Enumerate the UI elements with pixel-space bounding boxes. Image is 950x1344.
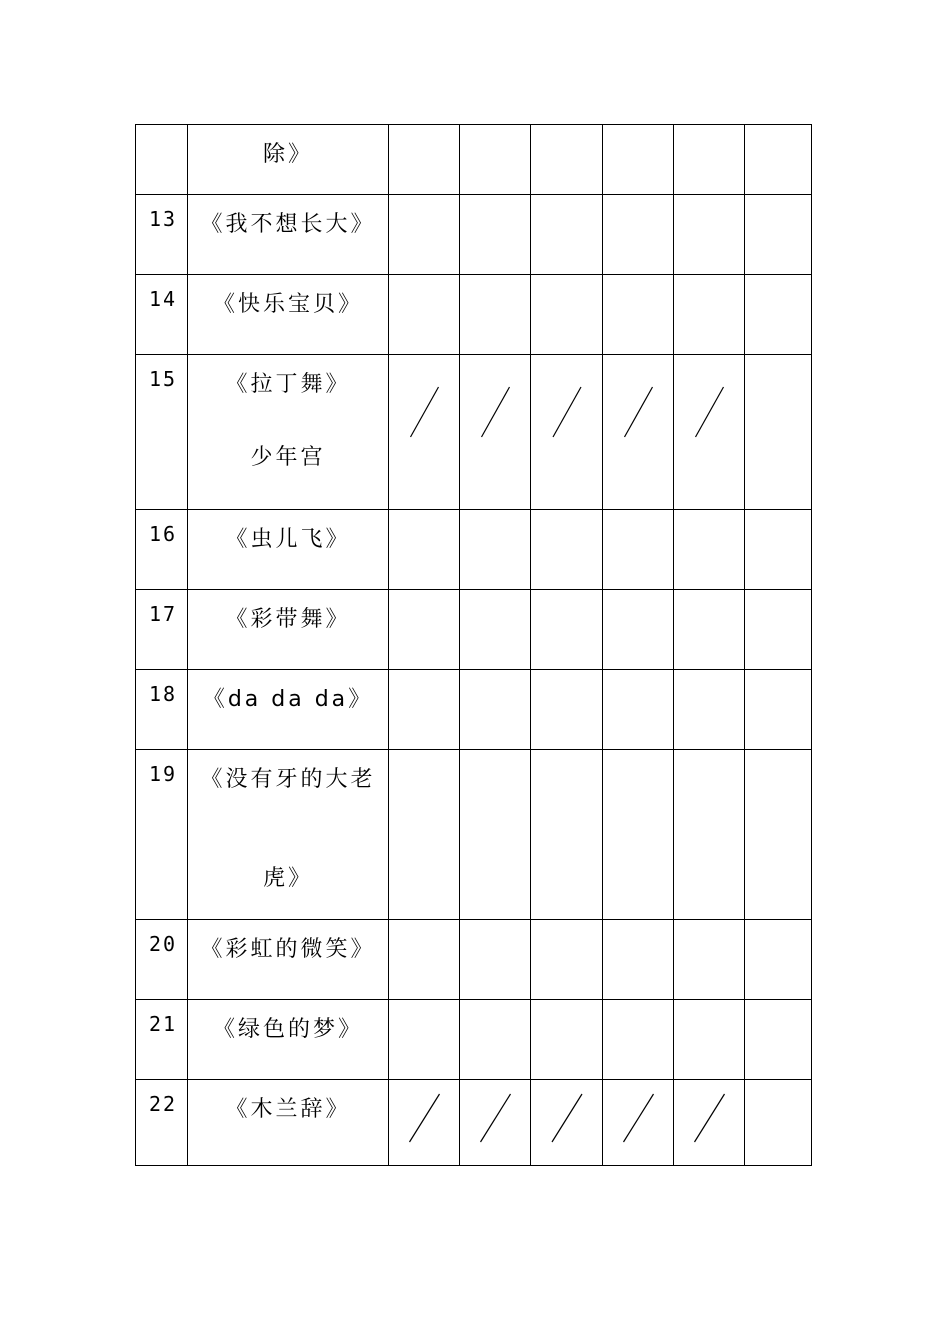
empty-cell — [389, 510, 460, 590]
program-title: 《木兰辞》 — [225, 1097, 351, 1122]
table-row — [136, 275, 812, 355]
empty-cell — [389, 920, 460, 1000]
slash-line — [411, 387, 439, 437]
empty-cell — [460, 670, 531, 750]
program-title: 《快乐宝贝》 — [212, 292, 363, 317]
empty-cell — [460, 920, 531, 1000]
empty-cell — [389, 195, 460, 275]
slash-mark — [674, 1080, 745, 1166]
table-row — [136, 590, 812, 670]
table-row — [136, 510, 812, 590]
program-table — [135, 124, 812, 1166]
row-number: 15 — [136, 355, 188, 510]
empty-cell — [531, 670, 603, 750]
empty-cell — [745, 1000, 812, 1080]
empty-cell — [531, 510, 603, 590]
slash-mark-cell — [531, 1080, 603, 1166]
empty-cell — [460, 510, 531, 590]
empty-cell — [674, 1000, 745, 1080]
empty-cell — [389, 125, 460, 195]
slash-mark-cell — [531, 355, 603, 510]
empty-cell — [674, 750, 745, 920]
slash-mark — [603, 1080, 674, 1166]
empty-cell — [603, 670, 674, 750]
empty-cell — [389, 275, 460, 355]
slash-mark-cell — [603, 1080, 674, 1166]
slash-mark-cell — [603, 355, 674, 510]
table-row — [136, 1080, 812, 1166]
slash-line — [553, 387, 581, 437]
slash-line — [696, 387, 724, 437]
empty-cell — [745, 750, 812, 920]
slash-mark — [389, 1080, 460, 1166]
empty-cell — [745, 670, 812, 750]
program-title-cell — [188, 275, 389, 355]
row-number — [136, 125, 188, 195]
slash-mark — [389, 355, 460, 510]
empty-cell — [674, 195, 745, 275]
empty-cell — [531, 920, 603, 1000]
slash-mark-cell — [389, 1080, 460, 1166]
slash-line — [624, 1094, 654, 1142]
empty-cell — [460, 195, 531, 275]
empty-cell — [745, 125, 812, 195]
table-row — [136, 670, 812, 750]
empty-cell — [674, 125, 745, 195]
slash-mark — [531, 1080, 603, 1166]
program-title-cell — [188, 920, 389, 1000]
empty-cell — [531, 750, 603, 920]
empty-cell — [389, 1000, 460, 1080]
row-number: 21 — [136, 1000, 188, 1080]
row-number: 22 — [136, 1080, 188, 1166]
empty-cell — [531, 195, 603, 275]
program-title: 《我不想长大》 — [200, 212, 376, 237]
program-title-cell — [188, 1080, 389, 1166]
empty-cell — [460, 125, 531, 195]
program-title: 《拉丁舞》 — [225, 372, 351, 397]
row-number: 19 — [136, 750, 188, 920]
empty-cell — [603, 510, 674, 590]
slash-mark — [603, 355, 674, 510]
empty-cell — [531, 275, 603, 355]
empty-cell — [531, 590, 603, 670]
slash-mark — [531, 355, 603, 510]
slash-mark-cell — [460, 1080, 531, 1166]
program-title-cell — [188, 510, 389, 590]
empty-cell — [674, 670, 745, 750]
empty-cell — [745, 355, 812, 510]
program-title-cell — [188, 125, 389, 195]
slash-line — [410, 1094, 440, 1142]
empty-cell — [745, 510, 812, 590]
empty-cell — [603, 125, 674, 195]
table-row — [136, 125, 812, 195]
empty-cell — [603, 920, 674, 1000]
table-body — [136, 125, 812, 1166]
empty-cell — [603, 750, 674, 920]
program-title: 《彩虹的微笑》 — [200, 937, 376, 962]
empty-cell — [603, 1000, 674, 1080]
program-title: 除》 — [262, 142, 313, 167]
empty-cell — [531, 1000, 603, 1080]
empty-cell — [674, 275, 745, 355]
table-row — [136, 920, 812, 1000]
empty-cell — [460, 590, 531, 670]
empty-cell — [603, 275, 674, 355]
empty-cell — [531, 125, 603, 195]
empty-cell — [460, 1000, 531, 1080]
row-number: 16 — [136, 510, 188, 590]
empty-cell — [745, 1080, 812, 1166]
program-title: 《没有牙的大老 — [200, 767, 376, 792]
empty-cell — [389, 590, 460, 670]
empty-cell — [389, 750, 460, 920]
slash-line — [552, 1094, 582, 1142]
slash-mark-cell — [460, 355, 531, 510]
empty-cell — [745, 920, 812, 1000]
empty-cell — [603, 195, 674, 275]
empty-cell — [674, 510, 745, 590]
table-row — [136, 1000, 812, 1080]
empty-cell — [745, 275, 812, 355]
row-number: 13 — [136, 195, 188, 275]
slash-mark — [674, 355, 745, 510]
program-title: 《虫儿飞》 — [225, 527, 351, 552]
program-title-cell — [188, 195, 389, 275]
program-title-cell — [188, 670, 389, 750]
program-title-line2: 少年宫 — [250, 445, 326, 470]
table-row — [136, 355, 812, 510]
empty-cell — [674, 590, 745, 670]
program-title: 《彩带舞》 — [225, 607, 351, 632]
empty-cell — [389, 670, 460, 750]
empty-cell — [674, 920, 745, 1000]
table-row — [136, 750, 812, 920]
row-number: 17 — [136, 590, 188, 670]
empty-cell — [745, 195, 812, 275]
slash-line — [482, 387, 510, 437]
row-number: 18 — [136, 670, 188, 750]
slash-line — [695, 1094, 725, 1142]
table-row — [136, 195, 812, 275]
empty-cell — [460, 750, 531, 920]
slash-mark — [460, 355, 531, 510]
empty-cell — [460, 275, 531, 355]
program-title-cell — [188, 590, 389, 670]
slash-mark — [460, 1080, 531, 1166]
program-title: 《绿色的梦》 — [212, 1017, 363, 1042]
program-title-cell — [188, 1000, 389, 1080]
row-number: 14 — [136, 275, 188, 355]
row-number: 20 — [136, 920, 188, 1000]
empty-cell — [745, 590, 812, 670]
program-title-line2: 虎》 — [262, 866, 313, 891]
program-title-cell — [188, 355, 389, 510]
program-title: 《da da da》 — [202, 687, 374, 712]
slash-line — [481, 1094, 511, 1142]
slash-line — [625, 387, 653, 437]
slash-mark-cell — [389, 355, 460, 510]
empty-cell — [603, 590, 674, 670]
slash-mark-cell — [674, 1080, 745, 1166]
program-title-cell — [188, 750, 389, 920]
slash-mark-cell — [674, 355, 745, 510]
